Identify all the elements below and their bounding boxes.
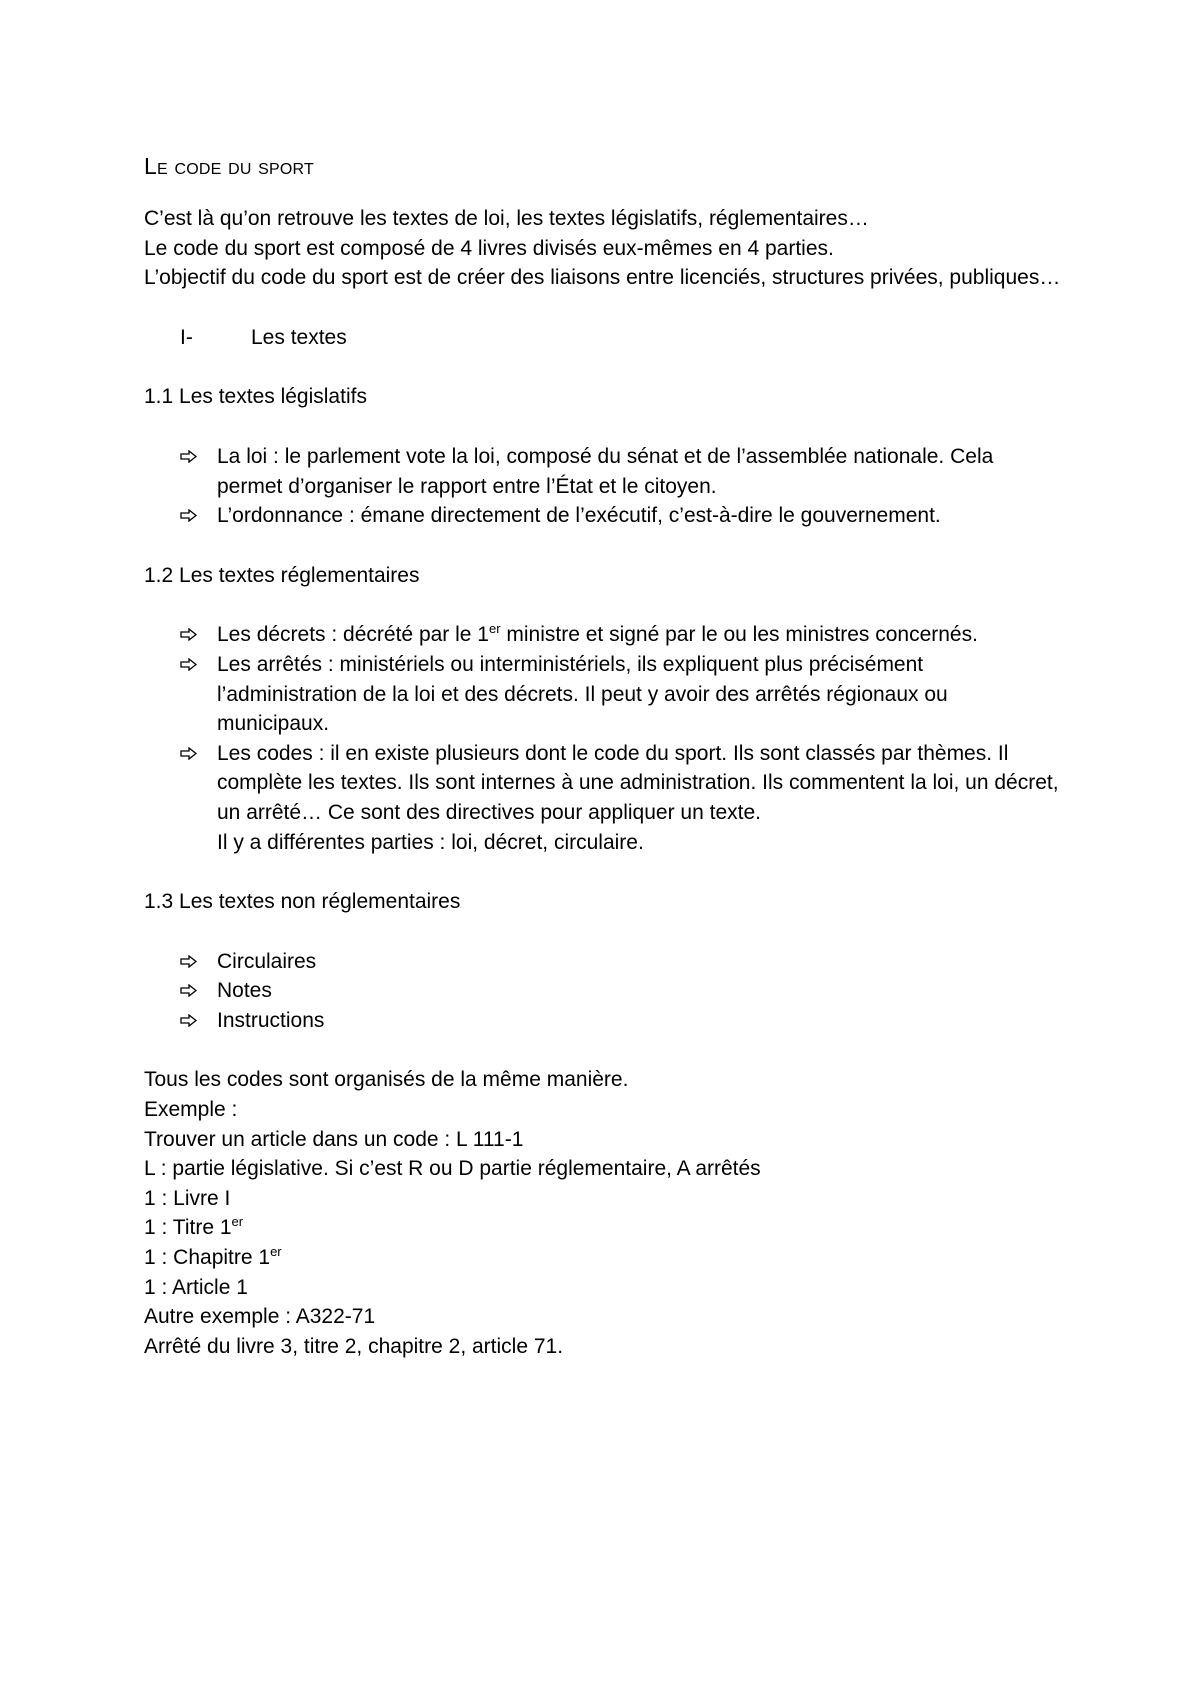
section-number: I- [180, 325, 193, 349]
bullet-text-after: ministre et signé par le ou les ministres concernés. [500, 623, 978, 647]
intro-line-1: C’est là qu’on retrouve les textes de loi, les textes législatifs, réglementaires… [144, 207, 869, 230]
example-line: Tous les codes sont organisés de la même manière. [144, 1068, 629, 1092]
bullet-text: Les codes : il en existe plusieurs dont le code du sport. Ils sont classés par thèmes. Il complète les textes. Ils sont internes à une administration. Ils commentent la loi, un décret, un arrêté… Ce sont des directives pour appliquer un texte. [217, 741, 1059, 824]
right-arrow-outline-icon [180, 650, 204, 679]
bullet-text-before: Les décrets : décrété par le 1 [217, 623, 489, 647]
subheading-1-2: 1.2 Les textes réglementaires [144, 563, 420, 587]
superscript: er [231, 1214, 244, 1230]
example-line: Exemple : [144, 1098, 238, 1122]
section-label: Les textes [251, 325, 347, 349]
document-body [144, 150, 1064, 1361]
superscript: er [489, 621, 501, 637]
right-arrow-outline-icon [180, 976, 204, 1005]
example-line: 1 : Livre I [144, 1186, 231, 1210]
right-arrow-outline-icon [180, 1006, 204, 1035]
right-arrow-outline-icon [180, 620, 204, 649]
right-arrow-outline-icon [180, 501, 204, 530]
bullet-text-extra: Il y a différentes parties : loi, décret, circulaire. [217, 830, 644, 854]
bullet-list-legislatifs [144, 442, 1064, 531]
list-item [144, 1006, 1064, 1036]
list-item [144, 442, 1064, 501]
right-arrow-outline-icon [180, 442, 204, 471]
bullet-text: La loi : le parlement vote la loi, composé du sénat et de l’assemblée nationale. Cela permet d’organiser le rapport entre l’État et le citoyen. [217, 444, 994, 498]
bullet-list-non-reglementaires [144, 947, 1064, 1036]
example-line [144, 1243, 1064, 1273]
example-line: L : partie législative. Si c’est R ou D partie réglementaire, A arrêtés [144, 1157, 761, 1181]
bullet-text: Notes [217, 979, 272, 1003]
right-arrow-outline-icon [180, 739, 204, 768]
list-item [144, 947, 1064, 977]
subheading-1-1: 1.1 Les textes législatifs [144, 385, 367, 409]
example-block [144, 1065, 1064, 1361]
bullet-text: Instructions [217, 1008, 325, 1032]
example-line: Arrêté du livre 3, titre 2, chapitre 2, article 71. [144, 1334, 564, 1358]
example-text: 1 : Chapitre 1 [144, 1246, 271, 1270]
list-item [144, 620, 1064, 650]
bullet-text: L’ordonnance : émane directement de l’exécutif, c’est-à-dire le gouvernement. [217, 504, 941, 528]
subheading-1-3: 1.3 Les textes non réglementaires [144, 890, 461, 914]
example-text: 1 : Titre 1 [144, 1216, 232, 1240]
example-line: Autre exemple : A322-71 [144, 1305, 376, 1329]
bullet-text: Circulaires [217, 949, 317, 973]
example-line [144, 1213, 1064, 1243]
list-item [144, 501, 1064, 531]
right-arrow-outline-icon [180, 947, 204, 976]
superscript: er [270, 1244, 282, 1260]
document-title: Le code du sport [144, 153, 314, 179]
example-line: 1 : Article 1 [144, 1275, 248, 1299]
list-item [144, 976, 1064, 1006]
bullet-list-reglementaires [144, 620, 1064, 857]
bullet-text: Les arrêtés : ministériels ou interministériels, ils expliquent plus précisément l’administration de la loi et des décrets. Il peut y avoir des arrêtés régionaux ou municipaux. [217, 652, 948, 736]
example-line: Trouver un article dans un code : L 111-1 [144, 1127, 524, 1151]
list-item [144, 650, 1064, 739]
list-item [144, 739, 1064, 857]
intro-line-2: Le code du sport est composé de 4 livres divisés eux-mêmes en 4 parties. [144, 236, 834, 260]
intro-paragraph [144, 204, 1064, 293]
intro-line-3: L’objectif du code du sport est de créer des liaisons entre licenciés, structures privées, publiques… [144, 266, 1061, 290]
section-heading-1 [144, 323, 1064, 353]
